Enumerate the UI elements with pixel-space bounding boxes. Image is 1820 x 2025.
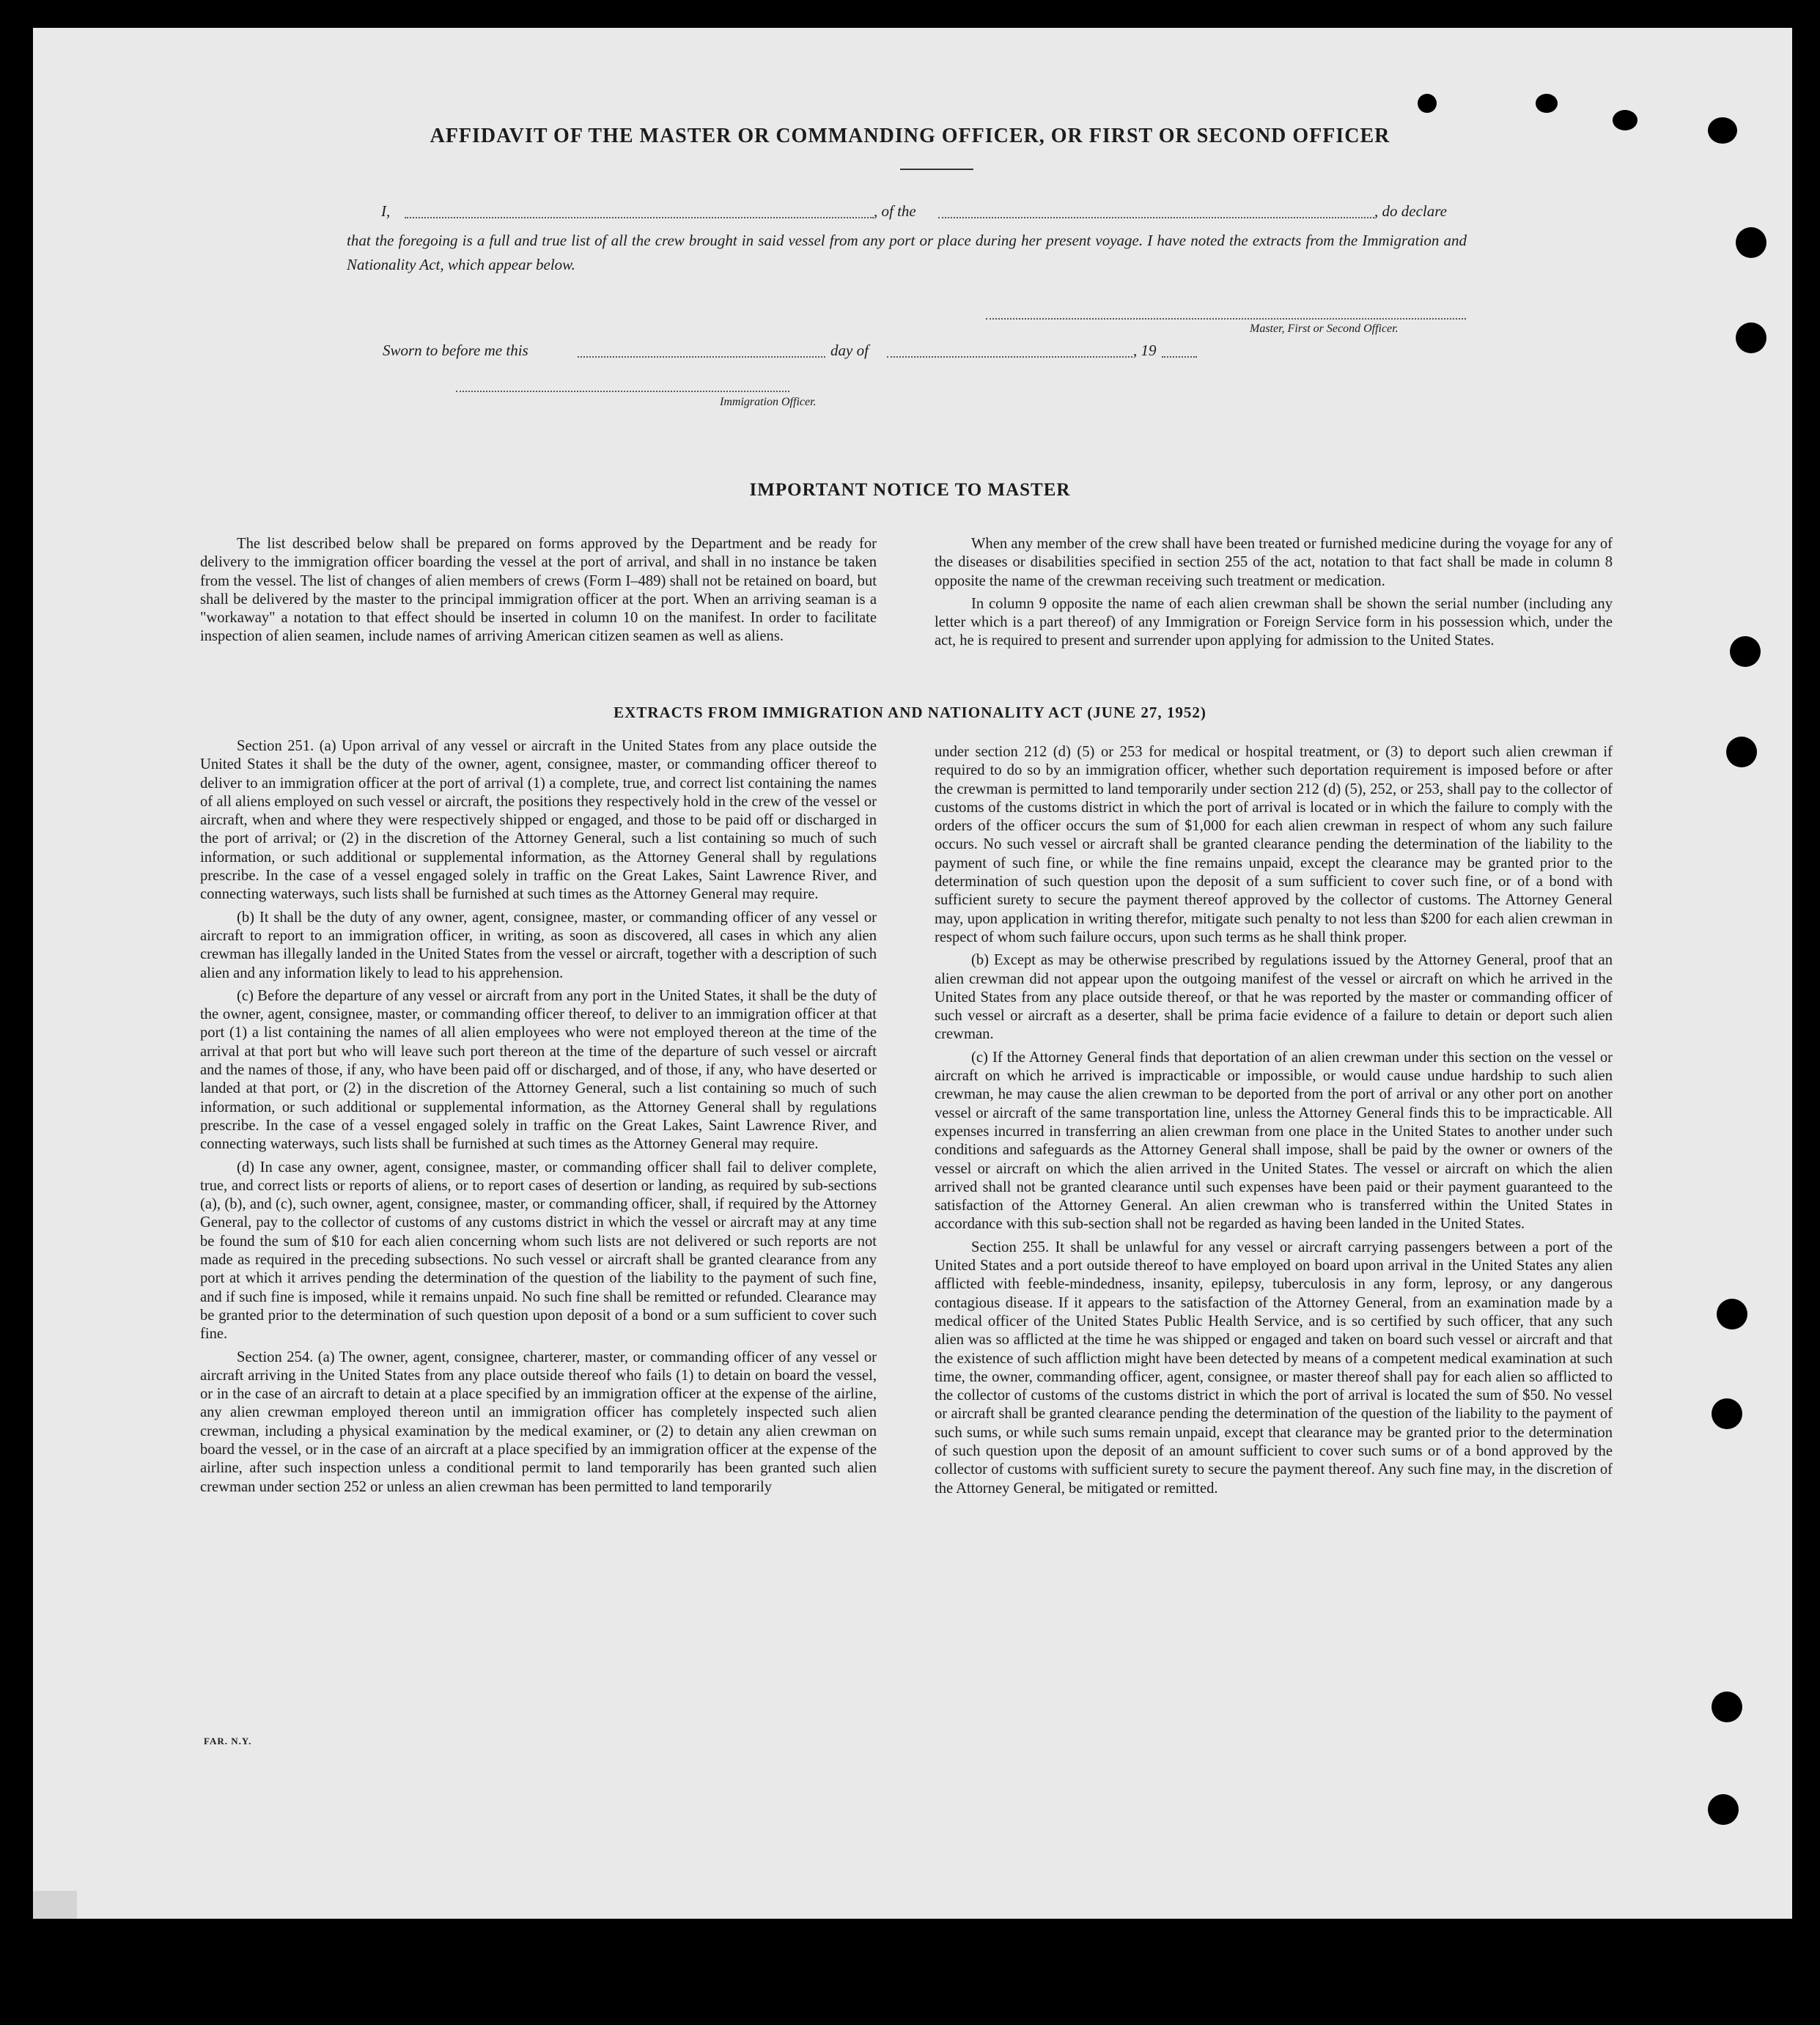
title-underline bbox=[900, 169, 973, 170]
declarant-label: I, bbox=[381, 202, 391, 220]
punch-hole bbox=[1708, 1794, 1739, 1825]
notice-paragraph: In column 9 opposite the name of each alien crewman shall be shown the serial number (including any letter which is a part thereof) of any Immigration or Foreign Service form in his possession which, under the act, he is required to present and surrender upon applying for admission to the United States. bbox=[935, 595, 1613, 649]
act-section-paragraph: (d) In case any owner, agent, consignee, master, or commanding officer shall fail to deliver complete, true, and correct lists or reports of aliens, or to report cases of desertion or landing, as required by sub-sections (a), (b), and (c), such owner, agent, consignee, master, or commanding officer, shall, if required by the Attorney General, pay to the collector of customs of any customs district in which the vessel or aircraft may at any time be found the sum of $10 for each alien concerning whom such lists are not delivered or such reports are not made as required in the preceding subsections. No such vessel or aircraft shall be granted clearance from any port at which it arrives pending the determination of the question of the liability to the payment of such fine, and if such fine is imposed, while it remains unpaid. No such fine shall be remitted or refunded. Clearance may be granted prior to the determination of such question upon deposit of a bond or a sum sufficient to cover such fine. bbox=[200, 1159, 877, 1343]
day-of-label: day of bbox=[830, 342, 869, 359]
affidavit-title: AFFIDAVIT OF THE MASTER OR COMMANDING OFFICER, OR FIRST OR SECOND OFFICER bbox=[430, 125, 1390, 147]
act-section-paragraph: (b) Except as may be otherwise prescribed by regulations issued by the Attorney General, proof that an alien crewman did not appear upon the outgoing manifest of the vessel or aircraft on which he arrived in the United States from any place outside thereof, or that he was reported by the master or commanding officer of such vessel or aircraft as a deserter, shall be prima facie evidence of a failure to detain or deport such alien crewman. bbox=[935, 952, 1613, 1043]
punch-hole bbox=[1726, 737, 1757, 767]
declare-label: , do declare bbox=[1374, 202, 1447, 220]
notice-paragraph: The list described below shall be prepared on forms approved by the Department and be ready for delivery to the immigration officer boarding the vessel at the port of arrival, and shall in no instance be taken from the vessel. The list of changes of alien members of crews (Form I–489) shall not be retained on board, but shall be delivered by the master to the principal immigration officer at the port. When an arriving seaman is a "workaway" a notation to that effect should be inserted in column 10 on the manifest. In order to facilitate inspection of alien seamen, include names of arriving American citizen seamen as well as aliens. bbox=[200, 536, 877, 645]
notice-left-column bbox=[200, 535, 877, 651]
master-signature-label: Master, First or Second Officer. bbox=[1250, 322, 1399, 335]
ink-spot bbox=[1536, 94, 1558, 113]
sworn-day-field[interactable] bbox=[578, 356, 825, 358]
year-prefix: , 19 bbox=[1133, 342, 1157, 359]
of-the-label: , of the bbox=[874, 202, 916, 220]
act-section-paragraph: (c) If the Attorney General finds that deportation of an alien crewman under this section on the vessel or aircraft on which he arrived is impracticable or impossible, or would cause undue hardship to such alien crewman, he may cause the alien crewman to be deported from the port of arrival or any other port on another vessel or aircraft of the same transportation line, unless the Attorney General finds this to be impracticable. All expenses incurred in transferring an alien crewman from one place in the United States to another under such conditions and safeguards as the Attorney General shall impose, shall be paid by the owner or owners of the vessel or aircraft on which the alien arrived in the United States. The vessel or aircraft on which the alien arrived shall not be granted clearance until such expenses have been paid or their payment guaranteed to the satisfaction of the Attorney General. An alien crewman who is transferred within the United States in accordance with this sub-section shall not be regarded as having been landed in the United States. bbox=[935, 1049, 1613, 1233]
punch-hole bbox=[1736, 227, 1766, 258]
notice-title: IMPORTANT NOTICE TO MASTER bbox=[749, 480, 1071, 500]
act-section-paragraph: under section 212 (d) (5) or 253 for medical or hospital treatment, or (3) to deport such alien crewman if required to do so by an immigration officer, whether such deportation requirement is imposed before or after the crewman is permitted to land temporarily under section 212 (d) (5), 252, or 253, shall pay to the collector of customs of the customs district in which the port of arrival is located or in which the failure to comply with the orders of the officer occurs the sum of $1,000 for each alien crewman in respect of whom any such failure occurs. No such vessel or aircraft shall be granted clearance pending the determination of the liability to the payment of such fine, or while the fine remains unpaid, except the clearance may be granted prior to the determination of such question upon the deposit of a sum sufficient to cover such fine, or of a bond with sufficient surety to secure the payment thereof approved by the collector of customs. The Attorney General may, upon application in writing therefor, mitigate such penalty to not less than $200 for each alien crewman in respect of whom such failure occurs, upon such terms as he shall think proper. bbox=[935, 744, 1613, 945]
act-section-paragraph: Section 251. (a) Upon arrival of any vessel or aircraft in the United States from any place outside the United States it shall be the duty of the owner, agent, consignee, master, or commanding officer thereof to deliver to an immigration officer at the port of arrival (1) a complete, true, and correct list containing the names of all aliens employed on such vessel or aircraft, the positions they respectively hold in the crew of the vessel or aircraft, when and where they were respectively shipped or engaged, and those to be paid off or discharged in the port of arrival; or (2) in the discretion of the Attorney General, such a list containing so much of such information, or such additional or supplemental information, as the Attorney General shall by regulations prescribe. In the case of a vessel engaged solely in traffic on the Great Lakes, Saint Lawrence River, and connecting waterways, such lists shall be furnished at such times as the Attorney General may require. bbox=[200, 738, 877, 903]
sworn-year-field[interactable] bbox=[1162, 356, 1197, 358]
act-section-paragraph: Section 254. (a) The owner, agent, consignee, charterer, master, or commanding officer of any vessel or aircraft arriving in the United States from any place outside thereof who fails (1) to detain on board the vessel, or in the case of an aircraft to detain at a place specified by an immigration officer at the expense of the airline, any alien crewman employed thereon until an immigration officer has completely inspected such alien crewman, including a physical examination by the medical examiner, or (2) to detain any alien crewman on board the vessel, or in the case of an aircraft at a place specified by an immigration officer at the expense of the airline, after such inspection unless a conditional permit to land temporarily has been granted such alien crewman under section 252 or unless an alien crewman has been permitted to land temporarily bbox=[200, 1349, 877, 1495]
punch-hole bbox=[1730, 636, 1761, 667]
act-section-paragraph: Section 255. It shall be unlawful for any vessel or aircraft carrying passengers between a port of the United States and a port outside thereof to have employed on board upon arrival in the United States any alien afflicted with feeble-mindedness, insanity, epilepsy, tuberculosis in any form, leprosy, or any dangerous contagious disease. If it appears to the satisfaction of the Attorney General, from an examination made by a medical officer of the United States Public Health Service, and is so certified by such officer, that any such alien was so afflicted at the time he was shipped or engaged and taken on board such vessel or aircraft and that the existence of such affliction might have been detected by means of a competent medical examination at such time, the owner, commanding officer, agent, consignee, or master thereof shall pay for each alien so afflicted to the collector of customs of the customs district in which the port of arrival is located the sum of $50. No vessel or aircraft shall be granted clearance pending the determination of the question of the liability to the payment of such sums, or while such sums remain unpaid, except that clearance may be granted prior to the determination of such question upon the deposit of an amount sufficient to cover such sums or of a bond approved by the collector of customs with sufficient surety to secure the payment thereof. Any such fine may, in the discretion of the Attorney General, be mitigated or remitted. bbox=[935, 1239, 1613, 1497]
affidavit-statement: that the foregoing is a full and true list of all the crew brought in said vessel from any port or place during her present voyage. I have noted the extracts from the Immigration and Nationality Act, which appear below. bbox=[347, 232, 1467, 273]
officer-signature-label: Immigration Officer. bbox=[720, 396, 817, 408]
punch-hole bbox=[1717, 1299, 1747, 1329]
printer-mark: FAR. N.Y. bbox=[204, 1736, 252, 1746]
act-section-paragraph: (c) Before the departure of any vessel or aircraft from any port in the United States, it shall be the duty of the owner, agent, consignee, master, or commanding officer thereof, to deliver to an immigration officer at that port (1) a list containing the names of all alien employees who were not employed thereon at the time of the arrival at that port but who will leave such port thereon at the time of the departure of such vessel or aircraft and the names of those, if any, who have been paid off or discharged, and of those, if any, who have deserted or landed at that port, or (2) in the discretion of the Attorney General, such a list containing so much of such information, or such additional or supplemental information, as the Attorney General shall by regulations prescribe. In the case of a vessel engaged solely in traffic on the Great Lakes, Saint Lawrence River, and connecting waterways, such lists shall be furnished at such times as the Attorney General may require. bbox=[200, 987, 877, 1153]
master-signature-line[interactable] bbox=[986, 318, 1466, 320]
punch-hole bbox=[1712, 1692, 1742, 1722]
ink-spot bbox=[1418, 94, 1437, 113]
declarant-name-field[interactable] bbox=[405, 217, 874, 218]
punch-hole bbox=[1736, 322, 1766, 353]
extracts-right-column bbox=[935, 743, 1613, 1502]
officer-signature-line[interactable] bbox=[456, 391, 789, 392]
act-section-paragraph: (b) It shall be the duty of any owner, agent, consignee, master, or commanding officer of any vessel or aircraft to report to an immigration officer, in writing, as soon as discovered, all cases in which any alien crewman has illegally landed in the United States from the vessel or aircraft, together with a description of such alien and any information likely to lead to his apprehension. bbox=[200, 909, 877, 981]
notice-paragraph: When any member of the crew shall have been treated or furnished medicine during the voyage for any of the diseases or disabilities specified in section 255 of the act, notation to that fact shall be made in column 8 opposite the name of the crewman receiving such treatment or medication. bbox=[935, 536, 1613, 589]
folded-corner bbox=[33, 1891, 77, 1919]
punch-hole bbox=[1712, 1398, 1742, 1429]
notice-right-column bbox=[935, 535, 1613, 655]
sworn-label: Sworn to before me this bbox=[383, 342, 528, 359]
vessel-name-field[interactable] bbox=[938, 217, 1374, 218]
sworn-month-field[interactable] bbox=[887, 356, 1132, 358]
extracts-left-column bbox=[200, 737, 877, 1501]
extracts-title: EXTRACTS FROM IMMIGRATION AND NATIONALITY ACT (JUNE 27, 1952) bbox=[614, 704, 1206, 721]
